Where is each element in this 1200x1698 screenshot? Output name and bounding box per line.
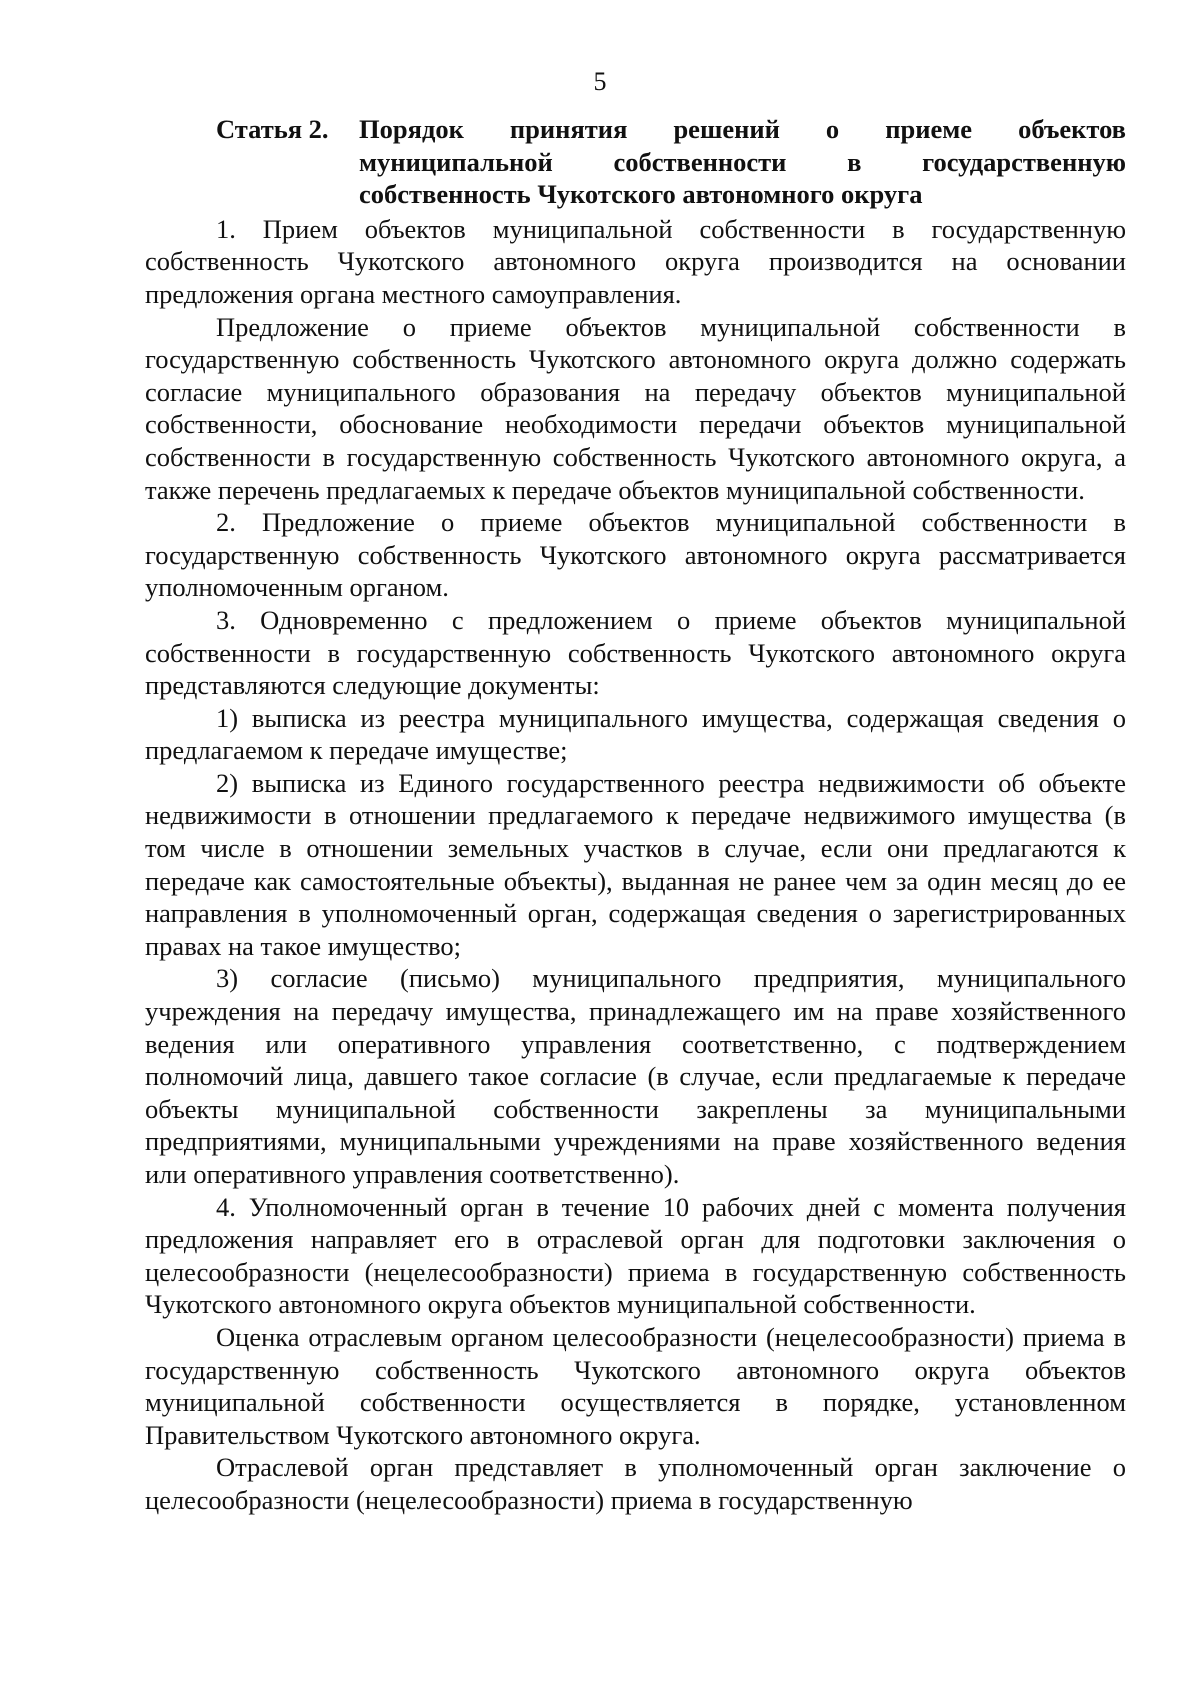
article-title — [359, 113, 1126, 211]
list-item: 1) выписка из реестра муниципального имущества, содержащая сведения о предлагаемом к передаче имуществе; — [145, 702, 1126, 766]
article-number: Статья 2. — [216, 114, 329, 144]
article-title-line: Порядок принятия решений о приеме объектов — [359, 114, 1126, 144]
paragraph: Предложение о приеме объектов муниципальной собственности в государственную собственность Чукотского автономного округа должно содержать согласие муниципального образования на передачу объектов муниципальной собственности, обоснование необходимости передачи объектов муниципальной собственности в государственную собственность Чукотского автономного округа, а также перечень предлагаемых к передаче объектов муниципальной собственности. — [145, 311, 1126, 505]
paragraph: 4. Уполномоченный орган в течение 10 рабочих дней с момента получения предложения направляет его в отраслевой орган для подготовки заключения о целесообразности (нецелесообразности) приема в государственную собственность Чукотского автономного округа объектов муниципальной собственности. — [145, 1191, 1126, 1320]
document-body — [145, 113, 1126, 1517]
article-title-line: собственность Чукотского автономного округа — [359, 179, 923, 210]
paragraph: Оценка отраслевым органом целесообразности (нецелесообразности) приема в государственную собственность Чукотского автономного округа объектов муниципальной собственности осуществляется в порядке, установленном Правительством Чукотского автономного округа. — [145, 1321, 1126, 1450]
paragraph: Отраслевой орган представляет в уполномоченный орган заключение о целесообразности (нецелесообразности) приема в государственную — [145, 1452, 1126, 1515]
article-heading — [145, 113, 1126, 211]
paragraph: 1. Прием объектов муниципальной собственности в государственную собственность Чукотского автономного округа производится на основании предложения органа местного самоуправления. — [145, 213, 1126, 309]
paragraph: 3. Одновременно с предложением о приеме объектов муниципальной собственности в государственную собственность Чукотского автономного округа представляются следующие документы: — [145, 604, 1126, 701]
page-number: 5 — [593, 67, 607, 96]
article-title-line: муниципальной собственности в государственную — [359, 146, 1126, 177]
list-item: 3) согласие (письмо) муниципального предприятия, муниципального учреждения на передачу имущества, принадлежащего им на праве хозяйственного ведения или оперативного управления соответственно, с подтверждением полномочий лица, давшего такое согласие (в случае, если предлагаемые к передаче объекты муниципальной собственности закреплены за муниципальными предприятиями, муниципальными учреждениями на праве хозяйственного ведения или оперативного управления соответственно). — [145, 963, 1126, 1189]
list-item: 2) выписка из Единого государственного реестра недвижимости об объекте недвижимости в отношении предлагаемого к передаче недвижимого имущества (в том числе в отношении земельных участков в случае, если они предлагаются к передаче как самостоятельные объекты), выданная не ранее чем за один месяц до ее направления в уполномоченный орган, содержащая сведения о зарегистрированных правах на такое имущество; — [145, 767, 1126, 961]
paragraph: 2. Предложение о приеме объектов муниципальной собственности в государственную собственность Чукотского автономного округа рассматривается уполномоченным органом. — [145, 507, 1126, 603]
